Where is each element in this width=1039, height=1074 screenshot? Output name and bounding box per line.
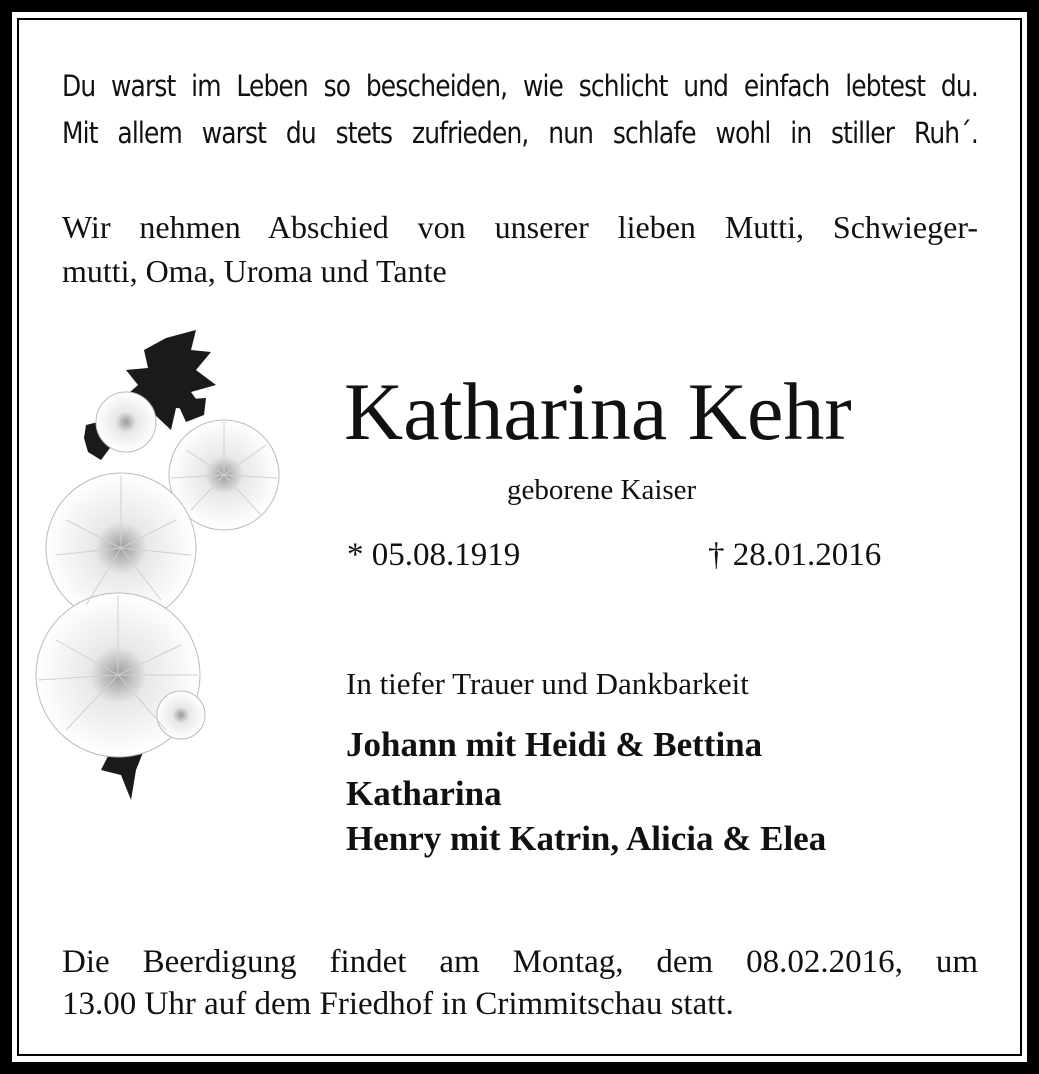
mourning-heading: In tiefer Trauer und Dankbarkeit	[346, 666, 749, 701]
intro-line-1: Wir nehmen Abschied von unserer lieben Mutti, Schwieger-	[62, 209, 978, 245]
flower-small-top	[96, 392, 156, 452]
verse-line-1: Du warst im Leben so bescheiden, wie schlicht und einfach lebtest du.	[62, 69, 978, 103]
funeral-line-1: Die Beerdigung findet am Montag, dem 08.02.2016, um	[62, 944, 978, 980]
verse-line-2: Mit allem warst du stets zufrieden, nun schlafe wohl in stiller Ruh´.	[62, 116, 978, 150]
funeral-line-2: 13.00 Uhr auf dem Friedhof in Crimmitschau statt.	[62, 986, 734, 1022]
mourner-line-1: Johann mit Heidi & Bettina	[346, 725, 763, 764]
flower-bud	[157, 691, 205, 739]
birth-date: * 05.08.1919	[347, 537, 521, 573]
mourner-line-3: Henry mit Katrin, Alicia & Elea	[346, 819, 827, 858]
mourner-line-2: Katharina	[346, 774, 502, 813]
flowers-illustration	[26, 330, 296, 810]
birth-name: geborene Kaiser	[507, 474, 697, 506]
death-date: † 28.01.2016	[708, 537, 882, 573]
intro-line-2: mutti, Oma, Uroma und Tante	[62, 253, 447, 289]
deceased-name: Katharina Kehr	[344, 366, 852, 457]
